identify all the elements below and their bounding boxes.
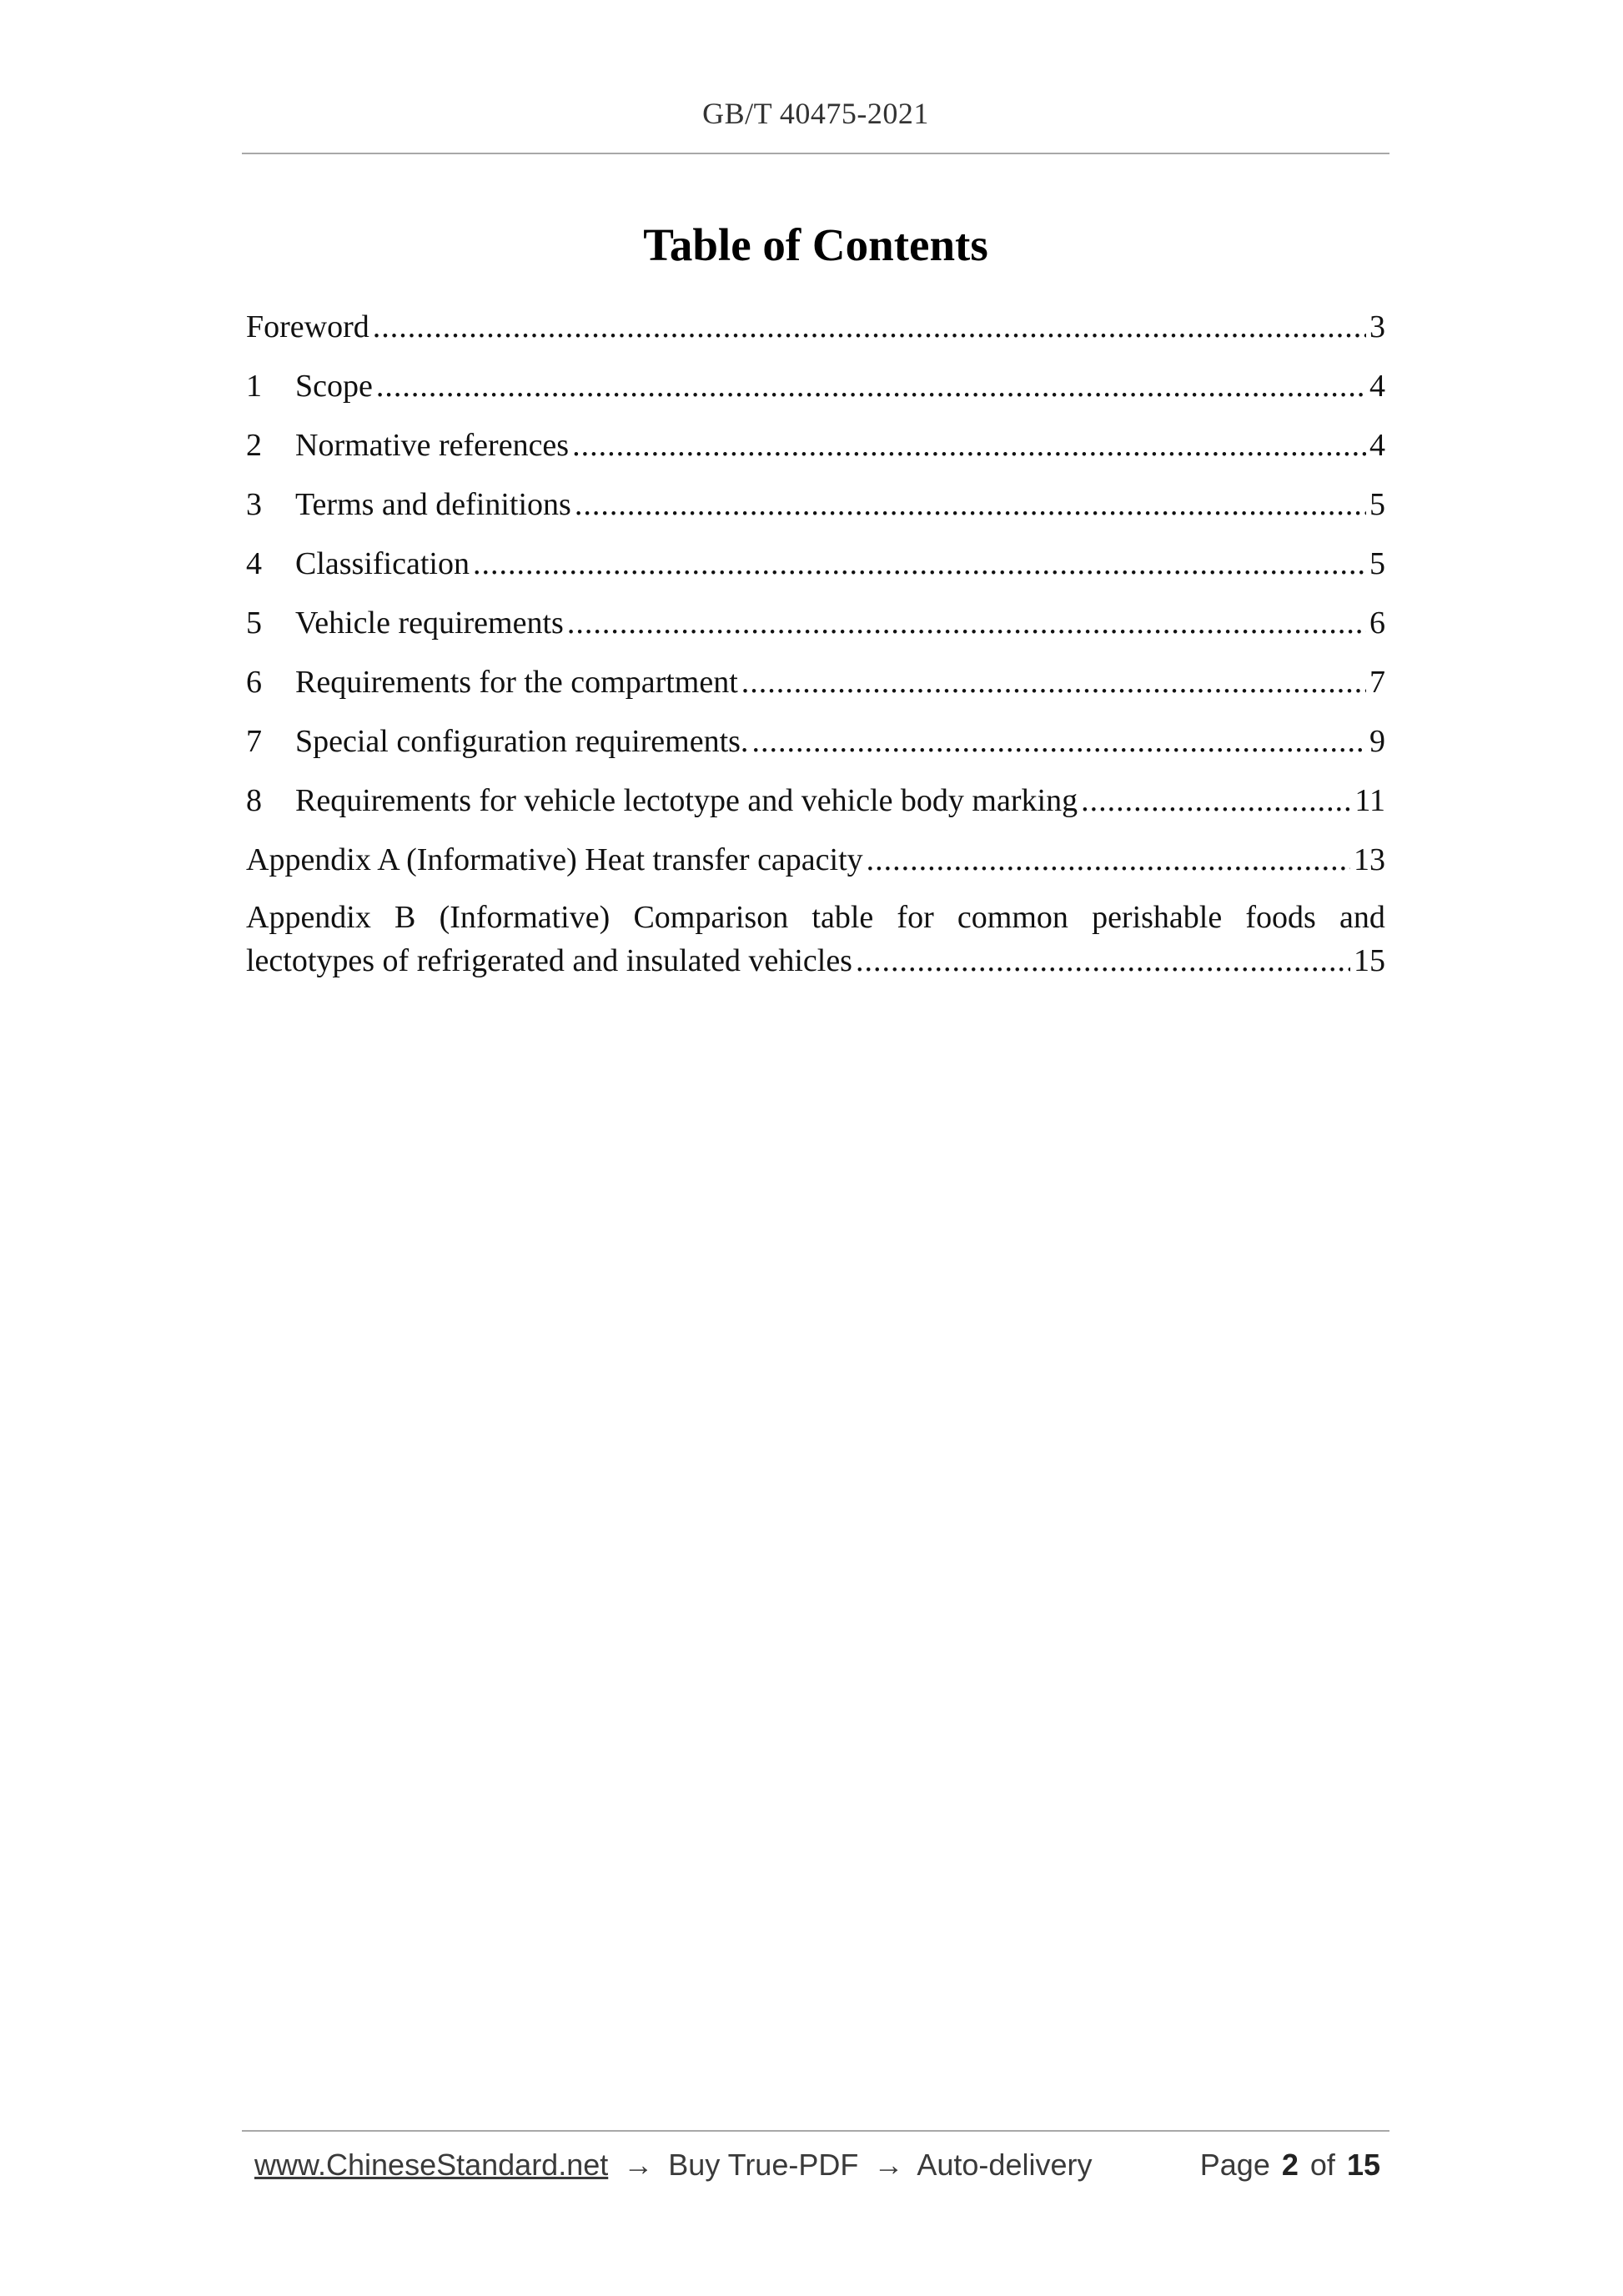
total-pages: 15 xyxy=(1346,2148,1380,2182)
toc-leader-dots xyxy=(575,481,1366,528)
toc-entry-appendix-b[interactable] xyxy=(246,896,1385,982)
toc-entry-page: 13 xyxy=(1354,842,1385,877)
toc-entry-label: Foreword xyxy=(246,309,369,344)
running-header: GB/T 40475-2021 xyxy=(702,97,929,130)
buy-true-pdf-text: Buy True-PDF xyxy=(668,2148,859,2182)
toc-leader-dots xyxy=(567,600,1366,646)
toc-entry-terms-and-definitions[interactable] xyxy=(246,481,1385,540)
toc-entry-number: 7 xyxy=(246,724,262,759)
auto-delivery-text: Auto-delivery xyxy=(917,2148,1093,2182)
toc-word: Comparison xyxy=(633,900,789,935)
toc-leader-dots xyxy=(856,939,1350,982)
toc-word: perishable xyxy=(1092,900,1223,935)
toc-entry-page: 3 xyxy=(1369,309,1385,344)
page-footer xyxy=(254,2148,1380,2183)
toc-entry-foreword[interactable] xyxy=(246,304,1385,363)
toc-word: for xyxy=(897,900,934,935)
toc-entry-compartment-requirements[interactable] xyxy=(246,659,1385,718)
toc-entry-label: Scope xyxy=(295,369,373,404)
toc-entry-label: Vehicle requirements xyxy=(295,605,564,641)
toc-entry-page: 4 xyxy=(1369,428,1385,463)
toc-entry-normative-references[interactable] xyxy=(246,422,1385,481)
toc-entry-number: 5 xyxy=(246,605,262,641)
page-number xyxy=(1197,2148,1380,2183)
toc-entry-label-line1 xyxy=(246,896,1385,939)
toc-entry-page: 5 xyxy=(1369,487,1385,522)
toc-entry-special-configuration[interactable] xyxy=(246,718,1385,777)
page-title: Table of Contents xyxy=(643,219,988,270)
toc-leader-dots xyxy=(376,363,1366,409)
toc-entry-page: 9 xyxy=(1369,724,1385,759)
toc-entry-vehicle-requirements[interactable] xyxy=(246,600,1385,659)
toc-leader-dots xyxy=(751,718,1366,765)
header-rule xyxy=(242,153,1389,154)
table-of-contents xyxy=(246,304,1385,982)
toc-entry-label: lectotypes of refrigerated and insulated vehicles xyxy=(246,943,852,978)
toc-word: foods xyxy=(1245,900,1316,935)
toc-entry-lectotype-marking[interactable] xyxy=(246,777,1385,837)
toc-entry-label: Requirements for the compartment xyxy=(295,665,738,700)
toc-leader-dots xyxy=(572,422,1366,469)
toc-entry-label: Classification xyxy=(295,546,470,581)
arrow-right-icon: → xyxy=(623,2148,654,2182)
toc-entry-label: Appendix A (Informative) Heat transfer capacity xyxy=(246,842,863,877)
toc-entry-number: 2 xyxy=(246,428,262,463)
toc-entry-number: 4 xyxy=(246,546,262,581)
of-word: of xyxy=(1309,2148,1335,2182)
toc-entry-appendix-a[interactable] xyxy=(246,837,1385,896)
toc-entry-page: 4 xyxy=(1369,369,1385,404)
toc-word: Appendix xyxy=(246,900,371,935)
toc-word: (Informative) xyxy=(439,900,611,935)
toc-entry-page: 6 xyxy=(1369,605,1385,641)
website-link[interactable]: www.ChineseStandard.net xyxy=(254,2148,609,2182)
toc-leader-dots xyxy=(473,540,1366,587)
toc-entry-page: 5 xyxy=(1369,546,1385,581)
page-word: Page xyxy=(1199,2148,1270,2182)
current-page: 2 xyxy=(1281,2148,1299,2182)
toc-word: common xyxy=(957,900,1068,935)
toc-entry-number: 6 xyxy=(246,665,262,700)
toc-entry-page: 7 xyxy=(1369,665,1385,700)
footer-promo xyxy=(254,2148,1092,2183)
toc-entry-number: 8 xyxy=(246,783,262,818)
toc-entry-label: Requirements for vehicle lectotype and vehicle body marking xyxy=(295,783,1078,818)
toc-leader-dots xyxy=(741,659,1366,706)
toc-entry-label: Special configuration requirements. xyxy=(295,724,749,759)
footer-rule xyxy=(242,2130,1389,2132)
toc-leader-dots xyxy=(867,837,1350,883)
toc-entry-scope[interactable] xyxy=(246,363,1385,422)
toc-leader-dots xyxy=(373,304,1366,350)
toc-entry-number: 3 xyxy=(246,487,262,522)
toc-entry-number: 1 xyxy=(246,369,262,404)
toc-entry-page: 15 xyxy=(1354,943,1385,978)
toc-entry-label-line2 xyxy=(246,939,1385,982)
toc-word: B xyxy=(394,900,416,935)
toc-word: table xyxy=(812,900,874,935)
arrow-right-icon: → xyxy=(873,2148,904,2182)
toc-leader-dots xyxy=(1081,777,1351,824)
toc-entry-classification[interactable] xyxy=(246,540,1385,600)
toc-word: and xyxy=(1339,900,1385,935)
toc-entry-label: Terms and definitions xyxy=(295,487,571,522)
toc-entry-page: 11 xyxy=(1354,783,1385,818)
toc-entry-label: Normative references xyxy=(295,428,570,463)
